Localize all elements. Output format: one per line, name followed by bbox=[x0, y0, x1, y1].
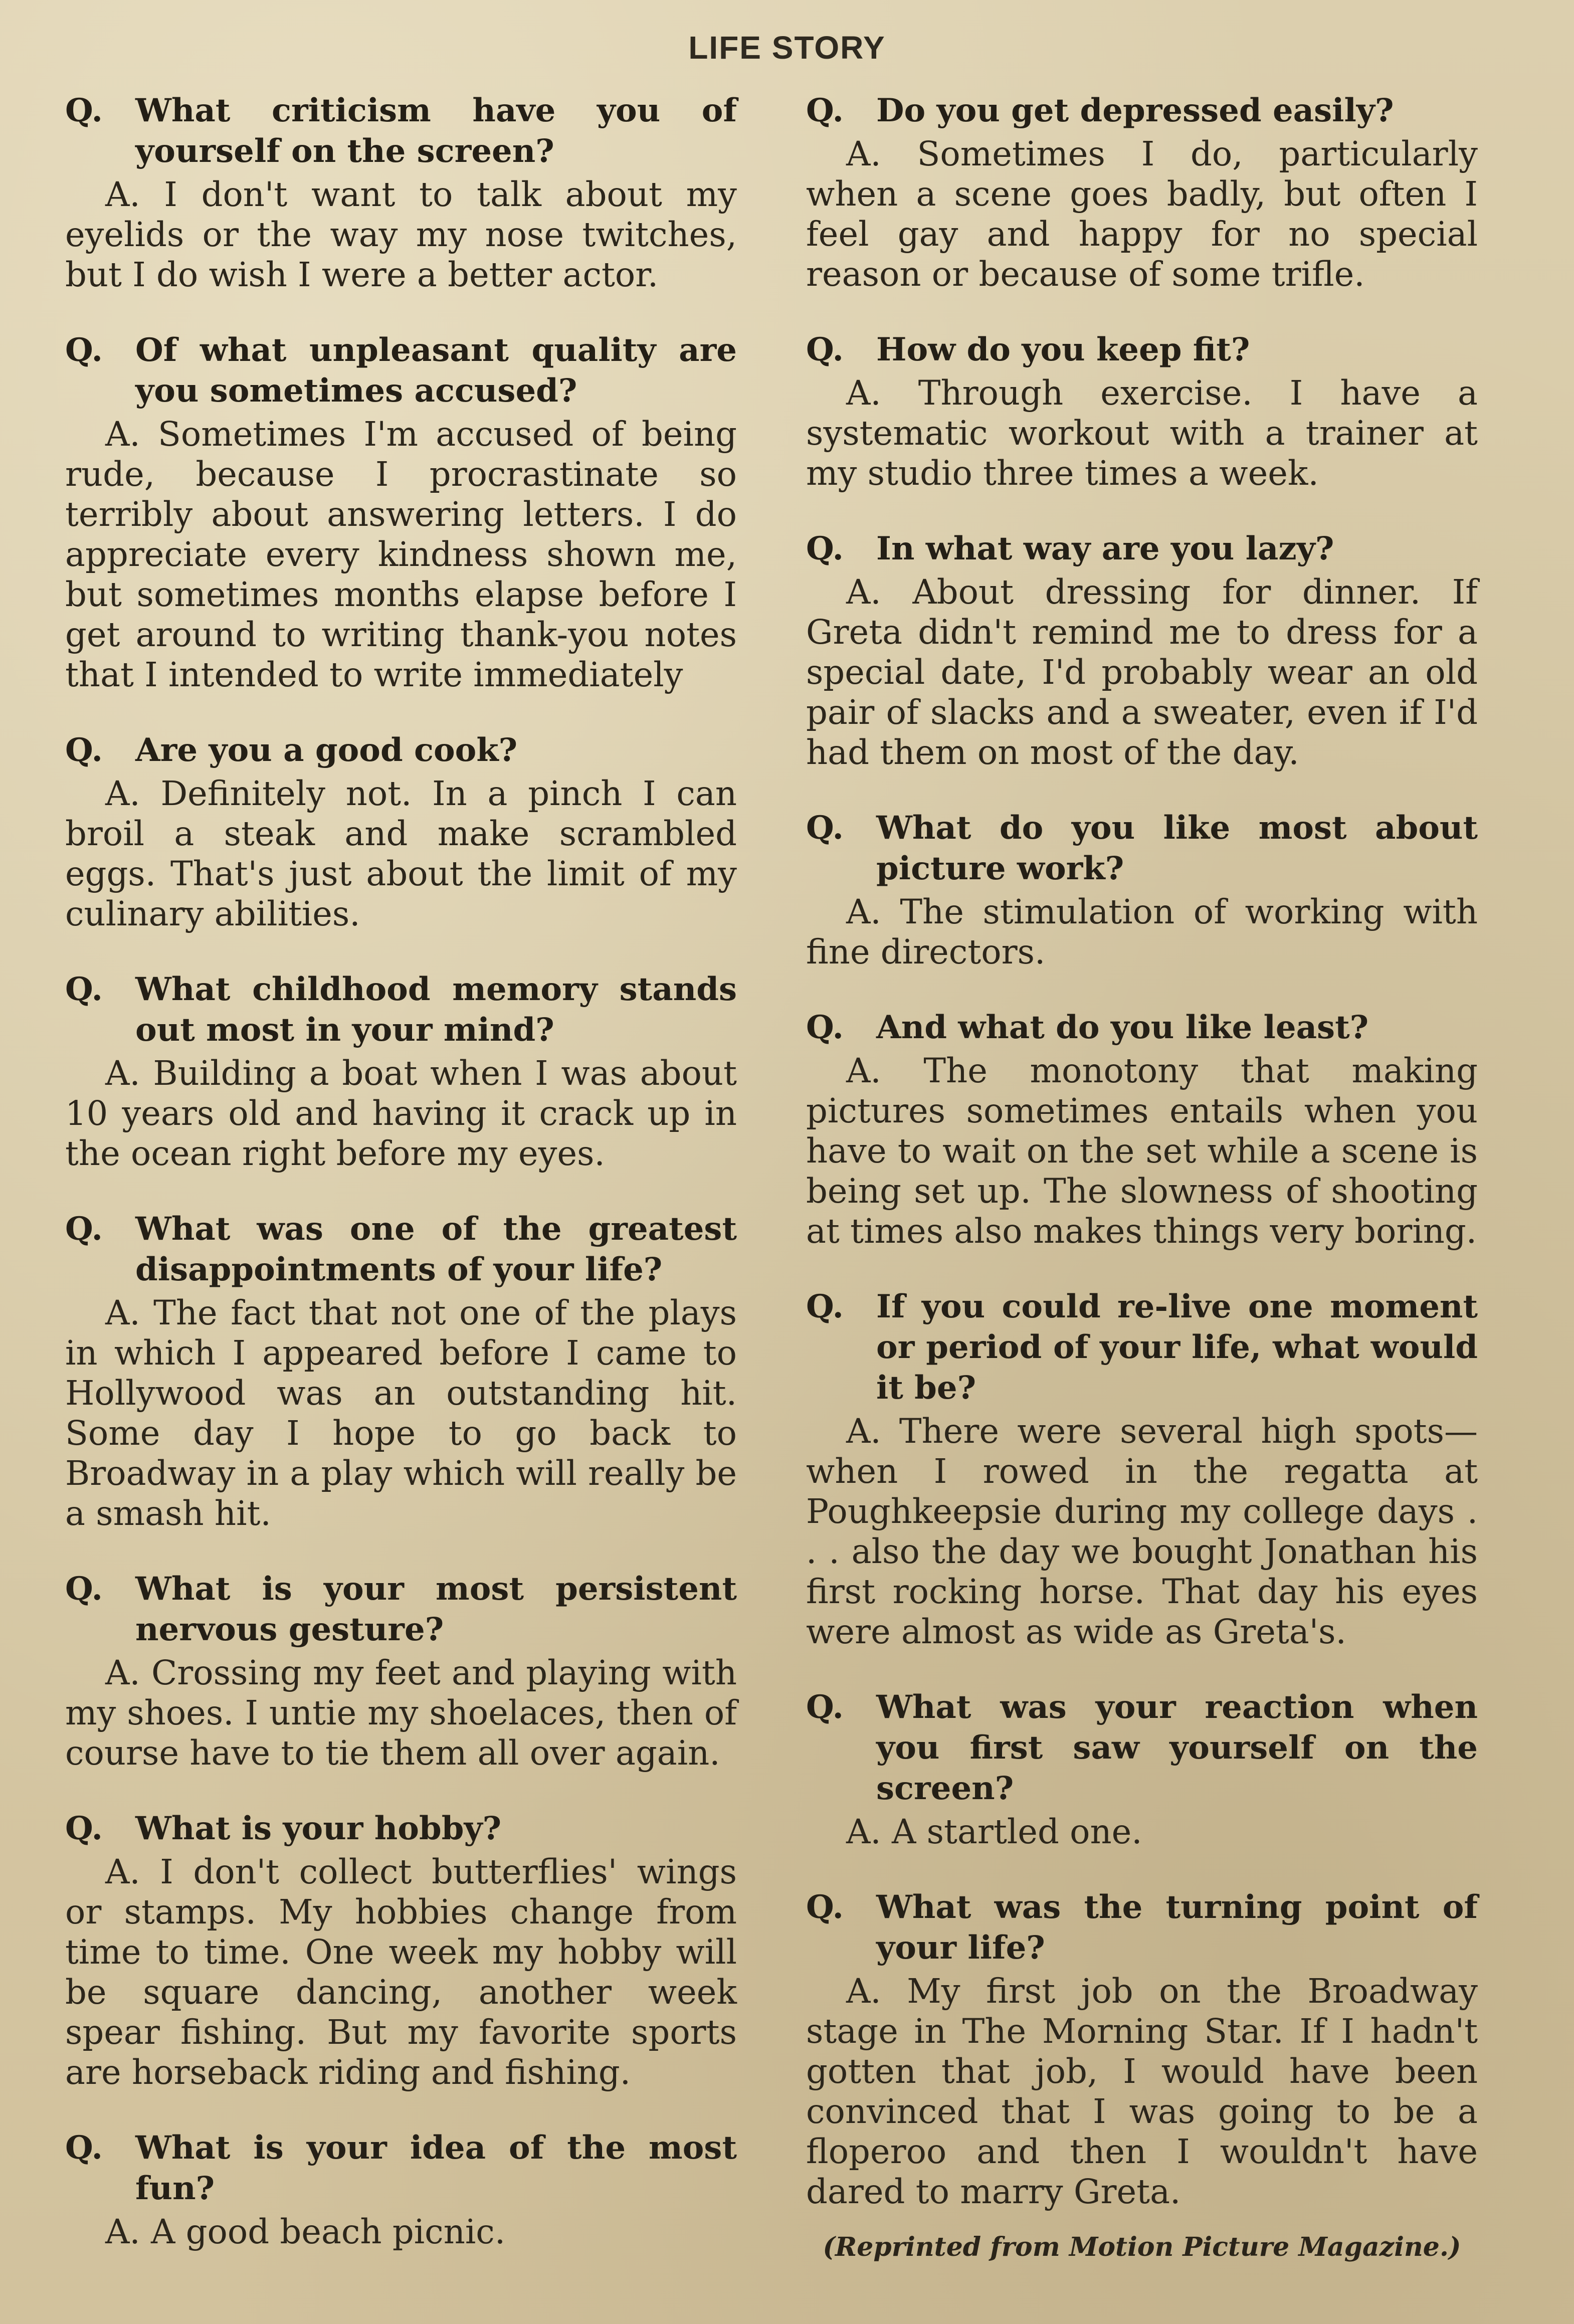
qa-item bbox=[65, 1569, 737, 1773]
question-prefix: Q. bbox=[65, 92, 103, 129]
question-prefix: Q. bbox=[65, 971, 103, 1008]
question bbox=[806, 1007, 1478, 1048]
question bbox=[65, 90, 737, 171]
question-prefix: Q. bbox=[65, 2129, 103, 2167]
answer: A. The stimulation of working with fine directors. bbox=[806, 892, 1478, 972]
right-column bbox=[806, 90, 1478, 2262]
answer: A. Building a boat when I was about 10 years old and having it crack up in the ocean right before my eyes. bbox=[65, 1054, 737, 1173]
question-prefix: Q. bbox=[65, 731, 103, 769]
qa-item bbox=[65, 1808, 737, 2092]
qa-item bbox=[65, 730, 737, 934]
answer: A. Sometimes I do, particularly when a scene goes badly, but often I feel gay and happy for no special reason or because of some trifle. bbox=[806, 134, 1478, 294]
question bbox=[806, 1887, 1478, 1968]
answer: A. Through exercise. I have a systematic workout with a trainer at my studio three times a week. bbox=[806, 373, 1478, 493]
question bbox=[65, 1209, 737, 1290]
question-text: Are you a good cook? bbox=[135, 731, 518, 769]
answer: A. Crossing my feet and playing with my shoes. I untie my shoelaces, then of course have to tie them all over again. bbox=[65, 1653, 737, 1773]
qa-item bbox=[65, 969, 737, 1174]
question-prefix: Q. bbox=[806, 92, 844, 129]
qa-item bbox=[806, 1007, 1478, 1251]
question-text: And what do you like least? bbox=[876, 1009, 1369, 1046]
answer: A. A good beach picnic. bbox=[105, 2212, 506, 2251]
answer: A. About dressing for dinner. If Greta didn't remind me to dress for a special date, I'd probably wear an old pair of slacks and a sweater, even if I'd had them on most of the day. bbox=[806, 572, 1478, 772]
question bbox=[65, 330, 737, 411]
question-prefix: Q. bbox=[65, 1210, 103, 1248]
question-prefix: Q. bbox=[806, 1288, 844, 1325]
qa-item bbox=[65, 2127, 737, 2252]
question-text: What criticism have you of yourself on the screen? bbox=[135, 92, 737, 170]
question-text: How do you keep fit? bbox=[876, 331, 1250, 368]
answer: A. I don't want to talk about my eyelids or the way my nose twitches, but I do wish I were a better actor. bbox=[65, 175, 737, 294]
question-text: What do you like most about picture work? bbox=[876, 809, 1478, 887]
page-header: LIFE STORY bbox=[688, 30, 886, 66]
question-text: What is your idea of the most fun? bbox=[135, 2129, 737, 2207]
question-text: If you could re-live one moment or period of your life, what would it be? bbox=[876, 1288, 1478, 1407]
answer: A. The monotony that making pictures sometimes entails when you have to wait on the set while a scene is being set up. The slowness of shooting at times also makes things very boring. bbox=[806, 1051, 1478, 1251]
question bbox=[806, 1687, 1478, 1809]
question-prefix: Q. bbox=[806, 530, 844, 567]
question-prefix: Q. bbox=[806, 1009, 844, 1046]
qa-item bbox=[65, 90, 737, 295]
question-prefix: Q. bbox=[806, 809, 844, 847]
question bbox=[65, 730, 737, 770]
question-prefix: Q. bbox=[806, 331, 844, 368]
question bbox=[806, 1286, 1478, 1408]
qa-item bbox=[806, 1687, 1478, 1852]
question bbox=[806, 528, 1478, 569]
question-text: What childhood memory stands out most in your mind? bbox=[135, 971, 737, 1049]
qa-item bbox=[65, 330, 737, 695]
question-prefix: Q. bbox=[806, 1888, 844, 1926]
question-prefix: Q. bbox=[65, 1570, 103, 1608]
question-prefix: Q. bbox=[65, 1810, 103, 1847]
question-text: What is your hobby? bbox=[135, 1810, 502, 1847]
qa-item bbox=[806, 90, 1478, 294]
question-text: Do you get depressed easily? bbox=[876, 92, 1394, 129]
question bbox=[65, 1569, 737, 1650]
question-prefix: Q. bbox=[65, 331, 103, 369]
qa-item bbox=[806, 1286, 1478, 1652]
answer: A. I don't collect butterflies' wings or stamps. My hobbies change from time to time. One week my hobby will be square dancing, another week spear fishing. But my favorite sports are horseback riding and fishing. bbox=[65, 1852, 737, 2092]
question-text: Of what unpleasant quality are you sometimes accused? bbox=[135, 331, 737, 410]
question bbox=[806, 90, 1478, 131]
question bbox=[806, 808, 1478, 889]
qa-item bbox=[806, 528, 1478, 772]
question-text: What is your most persistent nervous gesture? bbox=[135, 1570, 737, 1648]
answer: A. Definitely not. In a pinch I can broil a steak and make scrambled eggs. That's just about the limit of my culinary abilities. bbox=[65, 774, 737, 933]
answer: A. A startled one. bbox=[846, 1812, 1142, 1851]
answer: A. The fact that not one of the plays in which I appeared before I came to Hollywood was an outstanding hit. Some day I hope to go back to Broadway in a play which will really be a smash hit. bbox=[65, 1293, 737, 1533]
answer: A. There were several high spots—when I rowed in the regatta at Poughkeepsie during my college days . . . also the day we bought Jonathan his first rocking horse. That day his eyes were almost as wide as Greta's. bbox=[806, 1412, 1478, 1651]
question-text: What was one of the greatest disappointments of your life? bbox=[135, 1210, 737, 1288]
answer: A. My first job on the Broadway stage in The Morning Star. If I hadn't gotten that job, I would have been convinced that I was going to be a floperoo and then I wouldn't have dared to marry Greta. bbox=[806, 1972, 1478, 2211]
question bbox=[65, 1808, 737, 1849]
question-prefix: Q. bbox=[806, 1688, 844, 1726]
qa-item bbox=[806, 808, 1478, 972]
question-text: In what way are you lazy? bbox=[876, 530, 1334, 567]
question-text: What was the turning point of your life? bbox=[876, 1888, 1478, 1967]
qa-item bbox=[806, 1887, 1478, 2212]
qa-item bbox=[806, 329, 1478, 493]
question-text: What was your reaction when you first saw yourself on the screen? bbox=[876, 1688, 1478, 1807]
question bbox=[806, 329, 1478, 370]
reprint-credit: (Reprinted from Motion Picture Magazine.) bbox=[823, 2232, 1461, 2262]
qa-item bbox=[65, 1209, 737, 1533]
answer: A. Sometimes I'm accused of being rude, because I procrastinate so terribly about answering letters. I do appreciate every kindness shown me, but sometimes months elapse before I get around to writing thank-you notes that I intended to write immediately bbox=[65, 415, 737, 694]
left-column bbox=[65, 90, 737, 2287]
question bbox=[65, 969, 737, 1050]
question bbox=[65, 2127, 737, 2209]
